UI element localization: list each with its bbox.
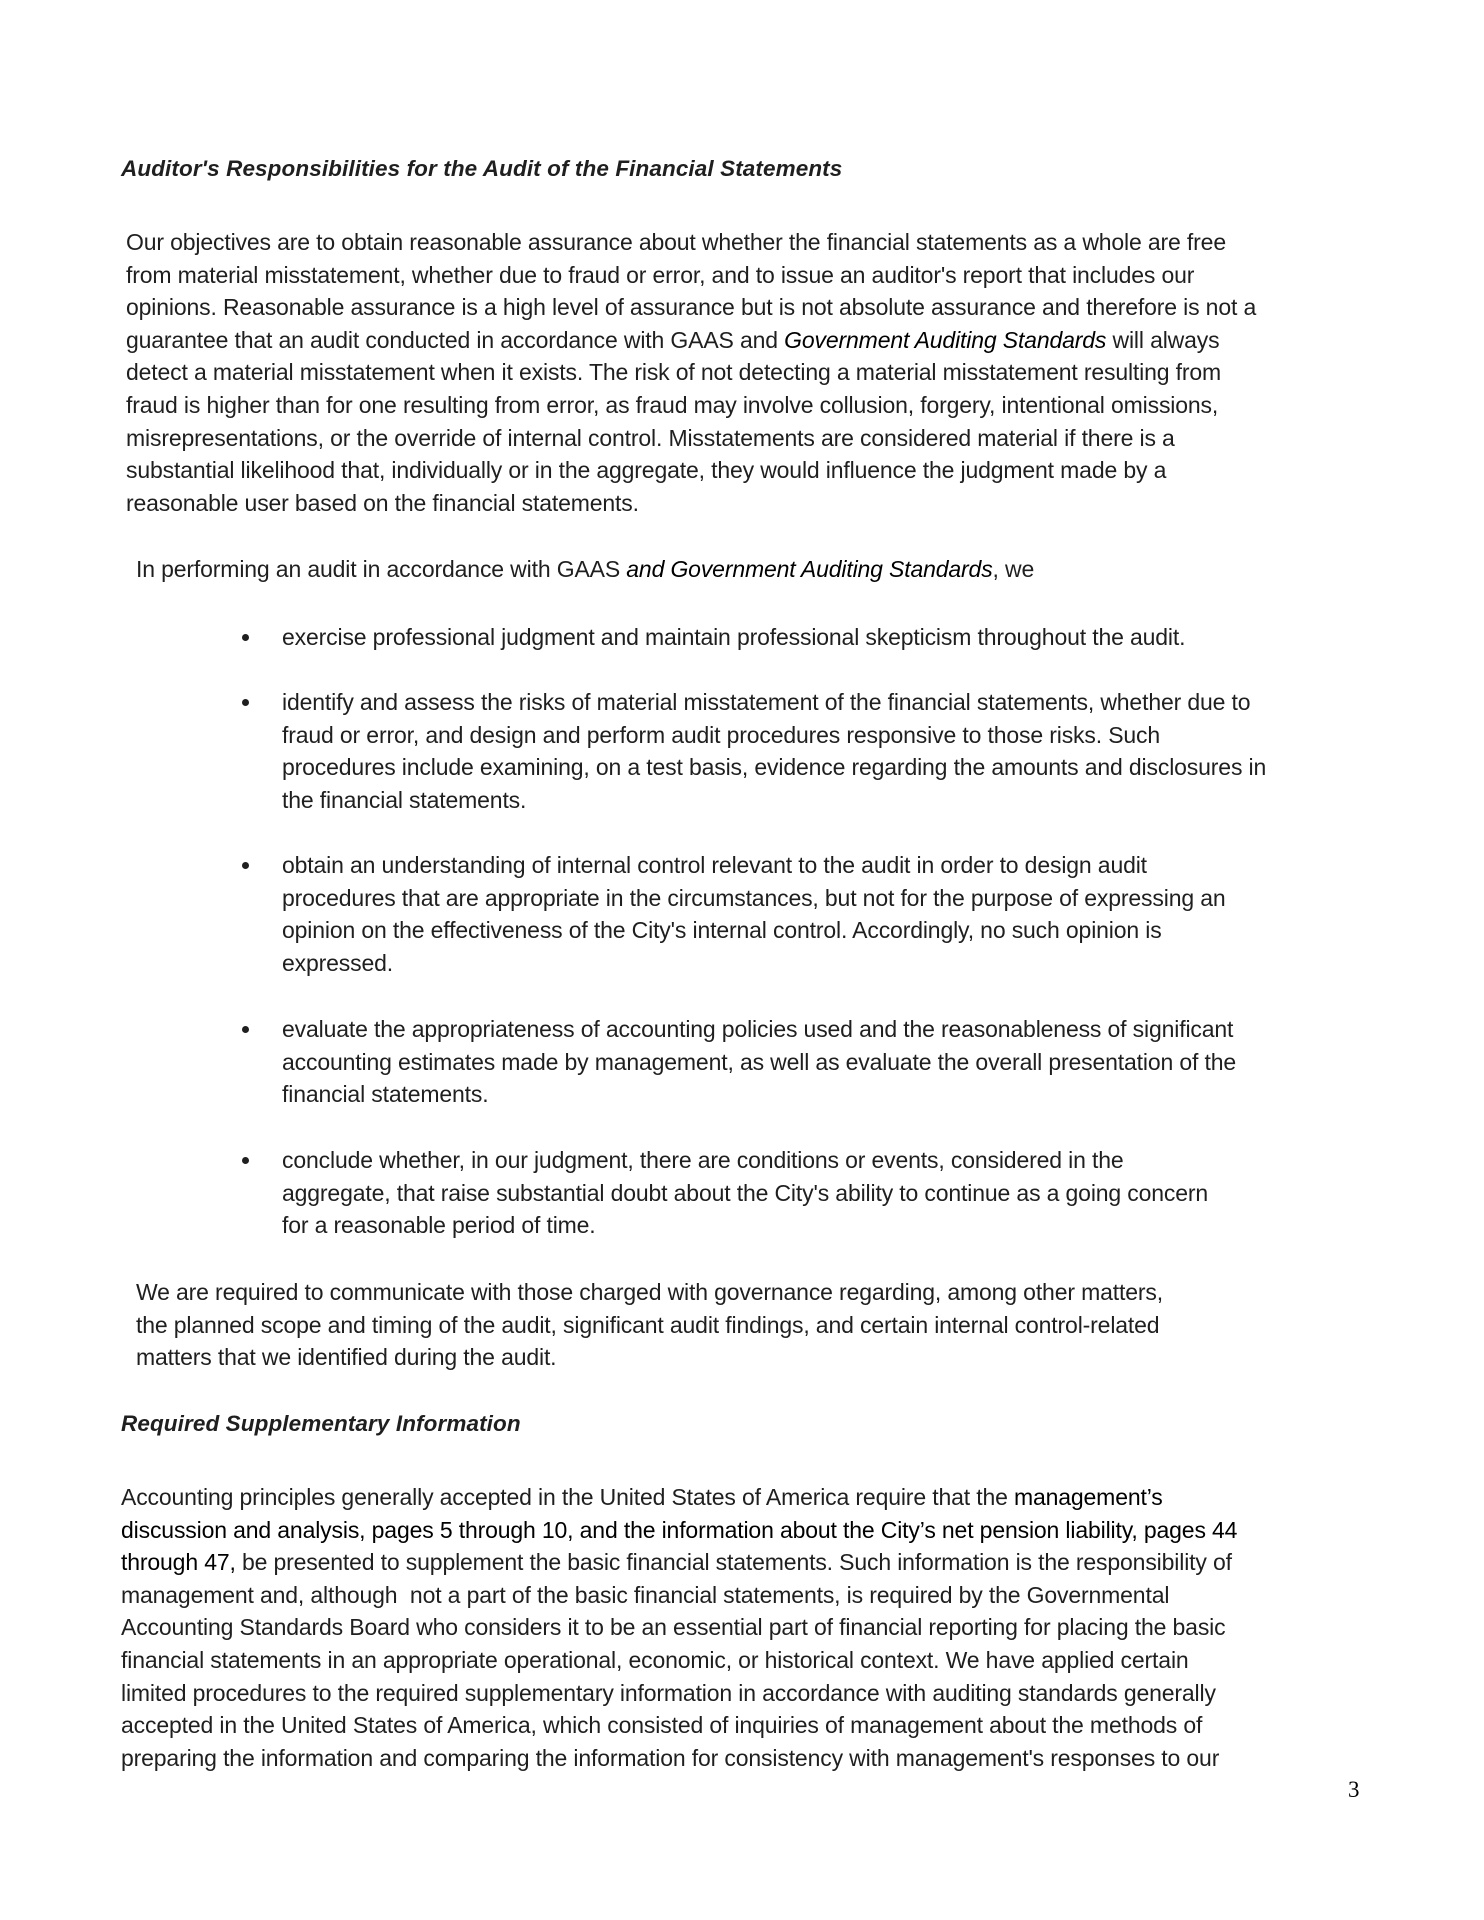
paragraph-line: misrepresentations, or the override of internal control. Misstatements are considered material if there is a	[126, 424, 1175, 451]
paragraph-line: the planned scope and timing of the audit, significant audit findings, and certain internal control-related	[136, 1311, 1160, 1338]
list-item-line: exercise professional judgment and maintain professional skepticism throughout the audit.	[282, 624, 1186, 650]
text-run: Accounting principles generally accepted in the United States of America require that the	[121, 1484, 1014, 1510]
list-item-line: fraud or error, and design and perform audit procedures responsive to those risks. Such	[282, 721, 1161, 748]
paragraph-line: limited procedures to the required supplementary information in accordance with auditing standards generally	[121, 1679, 1216, 1706]
list-item-text	[282, 621, 1185, 654]
paragraph-line: management and, although not a part of the basic financial statements, is required by the Governmental	[121, 1581, 1170, 1608]
paragraph-line: We are required to communicate with those charged with governance regarding, among other matters,	[136, 1279, 1163, 1305]
governance-paragraph	[136, 1276, 1163, 1374]
list-item-line: for a reasonable period of time.	[282, 1212, 596, 1239]
list-item-text	[282, 849, 1226, 979]
list-item-line: conclude whether, in our judgment, there are conditions or events, considered in the	[282, 1147, 1124, 1173]
section-heading-auditor-responsibilities: Auditor's Responsibilities for the Audit of the Financial Statements	[121, 156, 843, 181]
paragraph-line: accepted in the United States of America, which consisted of inquiries of management about the methods of	[121, 1712, 1203, 1739]
paragraph-line: Our objectives are to obtain reasonable assurance about whether the financial statements as a whole are free	[126, 229, 1226, 255]
paragraph-line: matters that we identified during the audit.	[136, 1344, 557, 1371]
italic-title: and Government Auditing Standards	[626, 556, 993, 582]
list-item-line: identify and assess the risks of material misstatement of the financial statements, whether due to	[282, 689, 1251, 715]
objectives-paragraph	[126, 226, 1256, 519]
list-item-line: procedures include examining, on a test basis, evidence regarding the amounts and disclosures in	[282, 754, 1267, 781]
paragraph-line: financial statements in an appropriate operational, economic, or historical context. We have applied certain	[121, 1646, 1189, 1673]
paragraph-line: reasonable user based on the financial statements.	[126, 489, 639, 516]
intro-line	[136, 553, 1034, 586]
paragraph-line: detect a material misstatement when it exists. The risk of not detecting a material misstatement resulting from	[126, 359, 1222, 386]
list-item-text	[282, 1144, 1208, 1242]
list-item-line: the financial statements.	[282, 786, 527, 813]
list-item-line: aggregate, that raise substantial doubt about the City's ability to continue as a going concern	[282, 1179, 1209, 1206]
paragraph-line: opinions. Reasonable assurance is a high level of assurance but is not absolute assurance and therefore is not a	[126, 294, 1257, 321]
paragraph-line: preparing the information and comparing the information for consistency with management's responses to our	[121, 1744, 1220, 1771]
supplementary-paragraph	[121, 1481, 1237, 1774]
text-run: , we	[992, 556, 1035, 582]
page-number: 3	[1348, 1777, 1360, 1802]
paragraph-line	[121, 1481, 1237, 1514]
paragraph-line: Accounting Standards Board who considers it to be an essential part of financial reporting for placing the basic	[121, 1614, 1226, 1641]
paragraph-line: from material misstatement, whether due to fraud or error, and to issue an auditor's report that includes our	[126, 261, 1195, 288]
italic-title: Government Auditing Standards	[784, 326, 1107, 353]
text-run: guarantee that an audit conducted in accordance with GAAS and	[126, 326, 785, 353]
list-item-line: financial statements.	[282, 1081, 489, 1108]
text-run: be presented to supplement the basic financial statements. Such information is the responsibility of	[235, 1549, 1232, 1576]
list-item-line: obtain an understanding of internal control relevant to the audit in order to design audit	[282, 852, 1147, 878]
list-item-line: procedures that are appropriate in the circumstances, but not for the purpose of expressing an	[282, 884, 1226, 911]
text-run: In performing an audit in accordance with GAAS	[136, 556, 627, 582]
bullet-icon	[242, 1026, 249, 1033]
list-item-line: expressed.	[282, 949, 394, 976]
paragraph-line	[126, 324, 1256, 357]
text-run: through 47,	[121, 1549, 236, 1576]
list-item-text	[282, 1013, 1236, 1111]
text-run: management’s	[1013, 1484, 1163, 1510]
paragraph-line	[136, 553, 1034, 586]
bullet-icon	[242, 1157, 249, 1164]
list-item-line: accounting estimates made by management, as well as evaluate the overall presentation of the	[282, 1048, 1237, 1075]
paragraph-line: discussion and analysis, pages 5 through 10, and the information about the City’s net pension liability, pages 44	[121, 1516, 1238, 1543]
paragraph-line	[121, 1546, 1237, 1579]
bullet-icon	[242, 862, 249, 869]
section-heading-supplementary-information: Required Supplementary Information	[121, 1411, 521, 1436]
list-item-text	[282, 686, 1266, 816]
bullet-icon	[242, 699, 249, 706]
text-run: will always	[1106, 326, 1220, 353]
bullet-icon	[242, 634, 249, 641]
paragraph-line: substantial likelihood that, individually or in the aggregate, they would influence the judgment made by a	[126, 457, 1167, 484]
paragraph-line: fraud is higher than for one resulting from error, as fraud may involve collusion, forgery, intentional omissions,	[126, 391, 1219, 418]
list-item-line: opinion on the effectiveness of the City's internal control. Accordingly, no such opinion is	[282, 917, 1162, 944]
list-item-line: evaluate the appropriateness of accounting policies used and the reasonableness of significant	[282, 1016, 1234, 1042]
